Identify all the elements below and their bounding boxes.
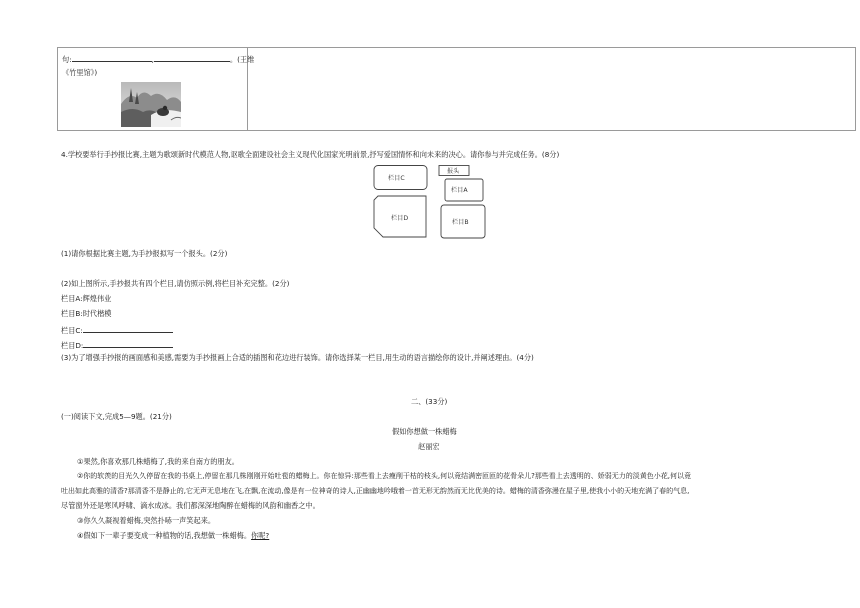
paragraph-2-phrase-b: 那清香不是静止的,它无声无息地在飞,在飘,在流动,像是有一位神奇的诗人,正幽幽地吟哦着一首无形无韵然而无比优美的诗。: [127, 487, 510, 495]
article-title: 假如你想做一株蜡梅: [392, 427, 457, 436]
header-label: 报头: [447, 168, 460, 175]
article-author: 赵丽宏: [418, 442, 440, 451]
column-d-answer-row: [61, 340, 173, 351]
question-4-3: (3)为了增强手抄报的画面感和美感,需要为手抄报画上合适的插图和花边进行装饰。请你选择某一栏目,用生动的语言描绘你的设计,并阐述理由。(4分): [61, 353, 534, 362]
paragraph-3: ③你久久凝视着蜡梅,突然扑哧一声笑起来。: [77, 516, 216, 525]
poem-line-label: 句:: [62, 55, 72, 64]
section-2-heading: 二、(33分): [411, 397, 448, 406]
poem-comma: ,: [151, 55, 154, 64]
paragraph-1: ①果然,你喜欢那几株蜡梅了,我的来自南方的朋友。: [77, 457, 239, 466]
paragraph-2-line-3: 尽管窗外还是寒风呼啸、滴水成冰。我们都深深地陶醉在蜡梅的风韵和幽香之中。: [61, 501, 320, 510]
paragraph-2-line-2: [61, 487, 689, 495]
poem-title: 《竹里馆》): [62, 68, 98, 77]
landscape-illustration: [121, 82, 181, 127]
column-d-blank[interactable]: [83, 340, 173, 348]
paragraph-2-phrase-c: 蜡梅的清香弥漫在屋子里,使我小小的天地充满了春的气息,: [509, 487, 690, 495]
column-d-answer-label: 栏目D:: [61, 341, 84, 350]
poem-table: [57, 47, 856, 131]
column-d-label: 栏目D: [391, 215, 409, 222]
question-4-stem: 4.学校要举行手抄报比赛,主题为歌颂新时代模范人物,讴歌全面建设社会主义现代化国家光明前景,抒写爱国情怀和向未来的决心。请你参与并完成任务。(8分): [61, 150, 560, 159]
poem-blank-1[interactable]: [72, 54, 152, 62]
paragraph-2-phrase-a: 吐出如此高雅的清香?: [61, 487, 128, 495]
column-b-answer: 栏目B:时代楷模: [61, 309, 112, 318]
paragraph-4: [77, 532, 269, 541]
column-c-answer-label: 栏目C:: [61, 326, 83, 335]
column-c-label: 栏目C: [388, 175, 405, 182]
column-c-answer-row: [61, 325, 173, 336]
paragraph-4-sentence: ④假如下一辈子要变成一种植物的话,我想做一株蜡梅。: [77, 531, 252, 540]
column-b-label: 栏目B: [452, 219, 469, 226]
newspaper-layout-diagram: [373, 165, 488, 240]
poem-author: 。(王维: [229, 55, 255, 64]
paragraph-2-line-1: ②你的软羡的目光久久停留在我的书桌上,停留在那几株刚刚开始吐苞的蜡梅上。你在惊异:那些看上去瘦削干枯的枝头,何以竟结满密匝匝的花骨朵儿?那些看上去透明的、娇弱无力的淡黄色小花,何以竟: [77, 472, 692, 480]
column-c-blank[interactable]: [83, 325, 173, 333]
poem-blank-2[interactable]: [151, 54, 230, 64]
question-4-1: (1)请你根据比赛主题,为手抄报拟写一个报头。(2分): [61, 249, 228, 258]
question-4-2: (2)如上图所示,手抄报共有四个栏目,请仿照示例,将栏目补充完整。(2分): [61, 279, 290, 288]
reading-intro: (一)阅读下文,完成5—9题。(21分): [61, 412, 172, 421]
column-a-answer: 栏目A:辉煌伟业: [61, 294, 112, 303]
column-a-label: 栏目A: [451, 187, 468, 194]
paragraph-4-question: 你呢?: [251, 531, 270, 540]
poem-fill-line: [62, 54, 254, 65]
